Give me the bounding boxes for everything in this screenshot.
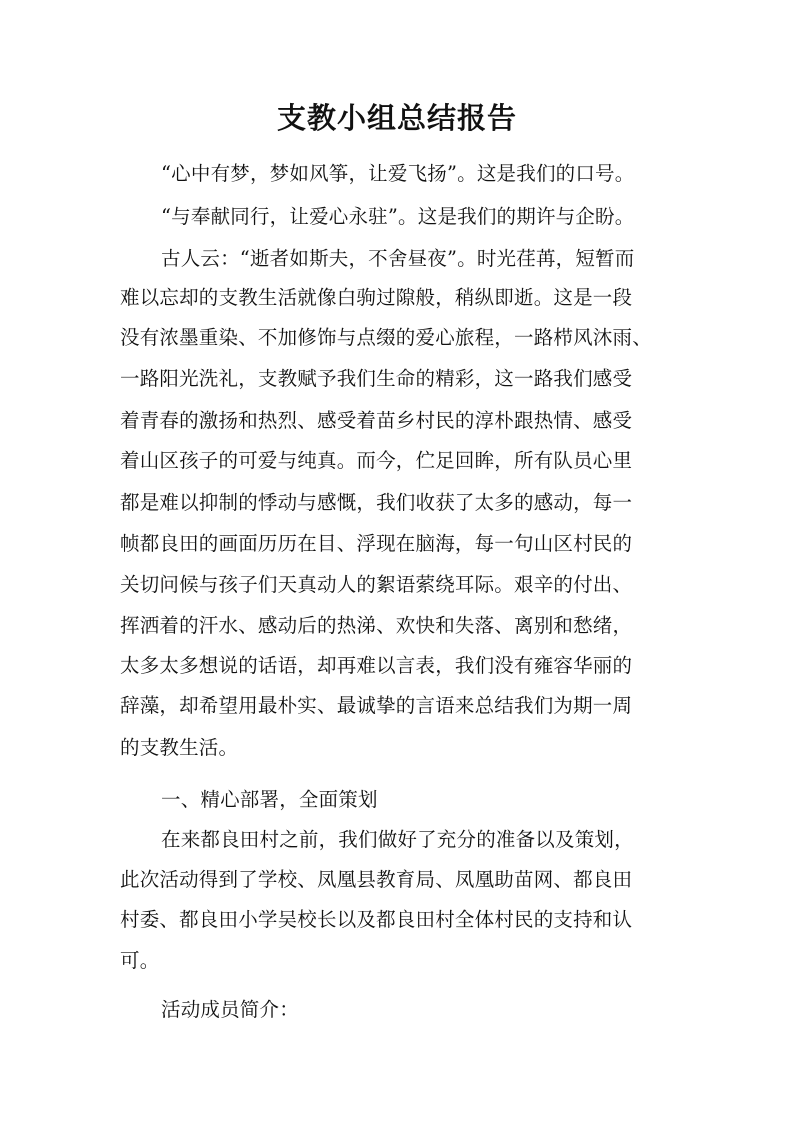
paragraph-line: 此次活动得到了学校、凤凰县教育局、凤凰助苗网、都良田 — [120, 868, 633, 891]
section-heading: 一、精心部署，全面策划 — [161, 788, 378, 811]
document-title: 支教小组总结报告 — [276, 101, 517, 135]
paragraph-line: “与奉献同行，让爱心永驻”。这是我们的期许与企盼。 — [161, 205, 635, 228]
subsection-label: 活动成员简介： — [161, 998, 299, 1021]
paragraph-line: 没有浓墨重染、不加修饰与点缀的爱心旅程，一路栉风沐雨、 — [120, 326, 652, 349]
paragraph-line: 关切问候与孩子们天真动人的絮语萦绕耳际。艰辛的付出、 — [120, 573, 633, 596]
paragraph-line: 着青春的激扬和热烈、感受着苗乡村民的淳朴跟热情、感受 — [120, 409, 633, 432]
paragraph-line: 难以忘却的支教生活就像白驹过隙般，稍纵即逝。这是一段 — [120, 286, 633, 309]
paragraph-line: 太多太多想说的话语，却再难以言表，我们没有雍容华丽的 — [120, 654, 633, 677]
paragraph-line: 的支教生活。 — [120, 736, 239, 759]
paragraph-line: 着山区孩子的可爱与纯真。而今，伫足回眸，所有队员心里 — [120, 449, 633, 472]
paragraph-line: 一路阳光洗礼，支教赋予我们生命的精彩，这一路我们感受 — [120, 367, 633, 390]
paragraph-line: 辞藻，却希望用最朴实、最诚挚的言语来总结我们为期一周 — [120, 694, 633, 717]
paragraph-line: 挥洒着的汗水、感动后的热涕、欢快和失落、离别和愁绪， — [120, 614, 633, 637]
paragraph-line: 在来都良田村之前，我们做好了充分的准备以及策划， — [161, 828, 634, 851]
paragraph-line: 村委、都良田小学吴校长以及都良田村全体村民的支持和认 — [120, 908, 633, 931]
paragraph-line: 可。 — [120, 949, 160, 972]
paragraph-line: 都是难以抑制的悸动与感慨，我们收获了太多的感动，每一 — [120, 491, 633, 514]
paragraph-line: 古人云：“逝者如斯夫，不舍昼夜”。时光荏苒，短暂而 — [161, 247, 635, 270]
paragraph-line: “心中有梦，梦如风筝，让爱飞扬”。这是我们的口号。 — [161, 162, 635, 185]
paragraph-line: 帧都良田的画面历历在目、浮现在脑海，每一句山区村民的 — [120, 532, 633, 555]
